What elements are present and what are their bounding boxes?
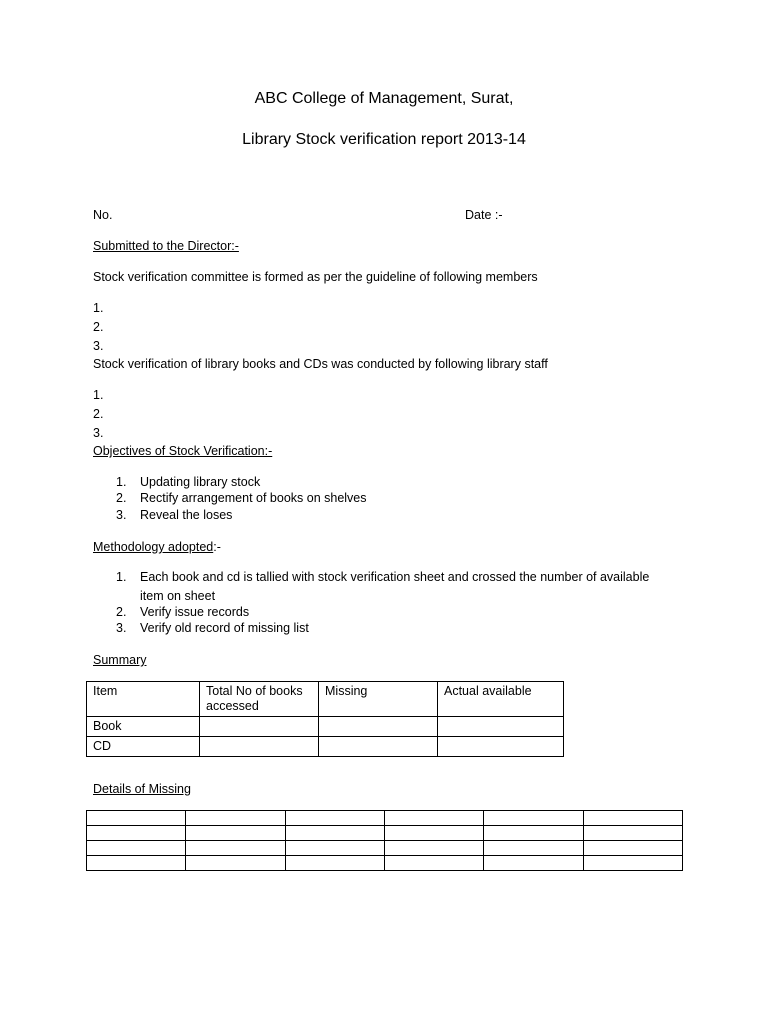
table-cell	[186, 811, 285, 826]
method-item: Each book and cd is tallied with stock verification sheet and crossed the number of available	[140, 570, 650, 584]
table-cell	[87, 826, 186, 841]
table-cell	[438, 737, 564, 757]
header-cell: Total No of books accessed	[200, 682, 319, 717]
committee-text: Stock verification committee is formed as per the guideline of following members	[93, 270, 538, 284]
table-cell	[583, 841, 682, 856]
summary-table	[86, 681, 564, 757]
method-item: Verify issue records	[140, 605, 250, 619]
table-cell: Book	[87, 717, 200, 737]
staff-item: 3.	[93, 426, 104, 440]
table-cell	[285, 856, 384, 871]
staff-item: 2.	[93, 407, 104, 421]
methodology-heading-suffix: :-	[213, 540, 221, 554]
table-cell	[87, 811, 186, 826]
committee-item: 2.	[93, 320, 104, 334]
table-cell	[186, 841, 285, 856]
document-title: ABC College of Management, Surat,	[254, 90, 514, 107]
objective-number: 3.	[116, 508, 127, 522]
table-cell	[438, 717, 564, 737]
number-label: No.	[93, 208, 113, 222]
method-item-continued: item on sheet	[140, 589, 216, 603]
method-number: 2.	[116, 605, 127, 619]
summary-heading: Summary	[93, 653, 147, 667]
method-item: Verify old record of missing list	[140, 621, 309, 635]
table-cell	[583, 856, 682, 871]
header-cell: Item	[87, 682, 200, 717]
table-cell	[186, 826, 285, 841]
table-cell	[186, 856, 285, 871]
date-label: Date :-	[465, 208, 503, 222]
method-number: 3.	[116, 621, 127, 635]
table-cell	[87, 856, 186, 871]
table-cell	[200, 717, 319, 737]
objective-item: Reveal the loses	[140, 508, 233, 522]
objectives-heading: Objectives of Stock Verification:-	[93, 444, 273, 458]
objective-item: Rectify arrangement of books on shelves	[140, 491, 367, 505]
table-header-row	[87, 682, 564, 717]
table-cell	[384, 811, 483, 826]
header-cell: Actual available	[438, 682, 564, 717]
table-cell	[319, 737, 438, 757]
table-row	[87, 841, 683, 856]
table-cell	[200, 737, 319, 757]
header-cell: Missing	[319, 682, 438, 717]
table-cell	[285, 841, 384, 856]
table-row	[87, 856, 683, 871]
objective-number: 1.	[116, 475, 127, 489]
missing-details-table	[86, 810, 683, 871]
table-cell	[583, 826, 682, 841]
report-title: Library Stock verification report 2013-14	[242, 131, 526, 148]
table-cell	[384, 856, 483, 871]
staff-text: Stock verification of library books and CDs was conducted by following library staff	[93, 357, 548, 371]
table-row	[87, 717, 564, 737]
method-number: 1.	[116, 570, 127, 584]
methodology-heading-text: Methodology adopted	[93, 540, 214, 554]
methodology-heading	[93, 539, 221, 555]
table-cell	[285, 811, 384, 826]
table-cell	[285, 826, 384, 841]
committee-item: 3.	[93, 339, 104, 353]
table-cell	[484, 826, 583, 841]
table-cell	[583, 811, 682, 826]
table-cell	[484, 841, 583, 856]
objective-item: Updating library stock	[140, 475, 261, 489]
table-cell	[484, 856, 583, 871]
table-cell	[384, 841, 483, 856]
table-row	[87, 737, 564, 757]
table-cell	[484, 811, 583, 826]
submitted-heading: Submitted to the Director:-	[93, 239, 239, 253]
objective-number: 2.	[116, 491, 127, 505]
table-cell: CD	[87, 737, 200, 757]
committee-item: 1.	[93, 301, 104, 315]
table-cell	[319, 717, 438, 737]
table-row	[87, 811, 683, 826]
table-cell	[87, 841, 186, 856]
table-cell	[384, 826, 483, 841]
missing-heading: Details of Missing	[93, 782, 191, 796]
staff-item: 1.	[93, 388, 104, 402]
table-row	[87, 826, 683, 841]
